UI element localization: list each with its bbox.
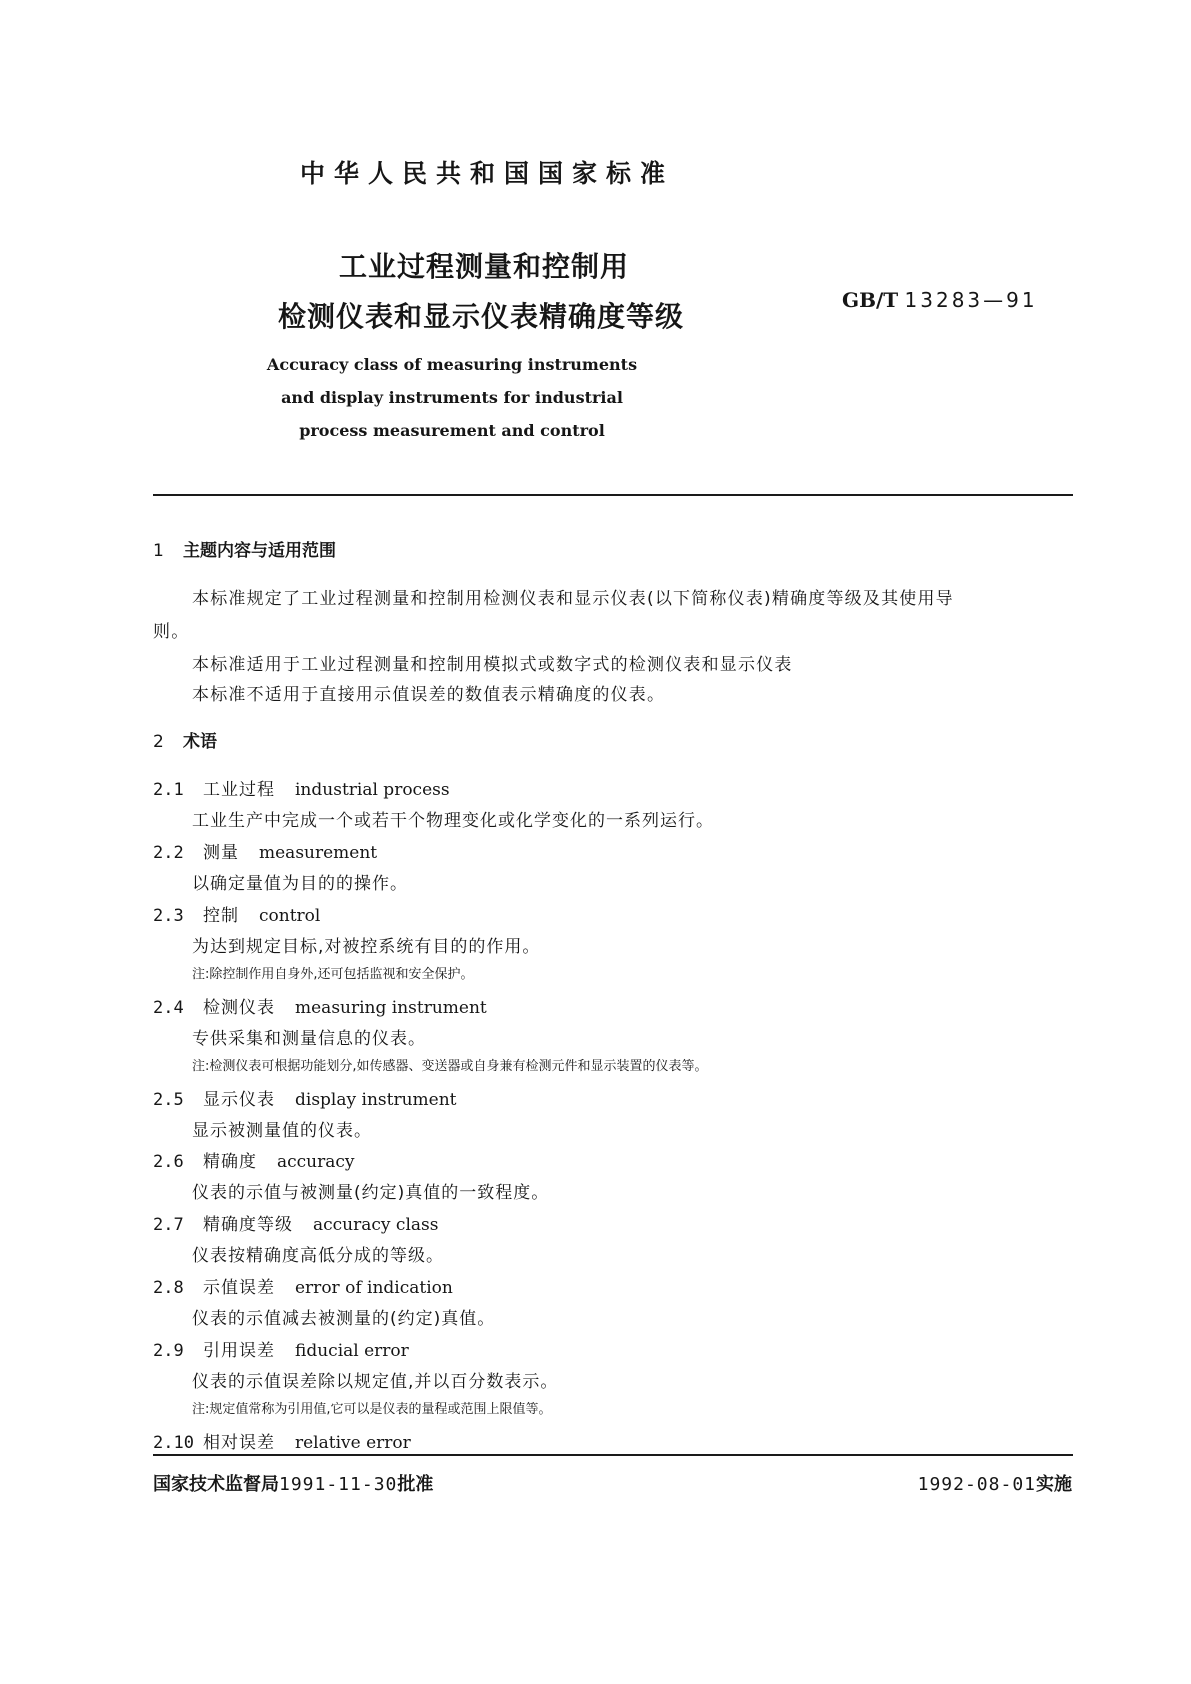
term-2-4-note: 注:检测仪表可根据功能划分,如传感器、变送器或自身兼有检测元件和显示装置的仪表等。 <box>192 1059 708 1074</box>
section-1-paragraph-3: 本标准不适用于直接用示值误差的数值表示精确度的仪表。 <box>192 685 666 705</box>
term-number: 2.1 <box>153 780 184 800</box>
title-english-line-2: and display instruments for industrial <box>281 388 623 407</box>
term-2-2 <box>153 838 377 863</box>
effective-date: 1992-08-01 <box>917 1474 1036 1495</box>
footer-effective <box>918 1470 1072 1496</box>
section-2-title: 术语 <box>183 732 217 752</box>
title-english-line-3: process measurement and control <box>299 421 605 440</box>
term-2-9 <box>153 1336 409 1361</box>
term-english: display instrument <box>295 1090 457 1110</box>
standard-number-value: 13283—91 <box>904 288 1038 312</box>
term-english: measuring instrument <box>295 998 487 1018</box>
term-english: accuracy class <box>313 1215 439 1235</box>
standard-number <box>842 288 1038 312</box>
term-english: fiducial error <box>295 1341 409 1361</box>
term-chinese: 引用误差 <box>203 1341 275 1361</box>
term-2-4-definition: 专供采集和测量信息的仪表。 <box>192 1029 426 1049</box>
term-number: 2.4 <box>153 998 184 1018</box>
term-chinese: 控制 <box>203 906 239 926</box>
section-1-heading <box>153 536 336 561</box>
term-english: measurement <box>259 843 378 863</box>
term-number: 2.10 <box>153 1433 194 1453</box>
term-2-1 <box>153 775 450 800</box>
term-chinese: 精确度 <box>203 1152 257 1172</box>
term-2-5 <box>153 1085 456 1110</box>
section-1-paragraph-2: 本标准适用于工业过程测量和控制用模拟式或数字式的检测仪表和显示仪表 <box>192 655 793 675</box>
term-2-10 <box>153 1428 411 1453</box>
term-2-2-definition: 以确定量值为目的的操作。 <box>192 874 408 894</box>
term-2-9-note: 注:规定值常称为引用值,它可以是仪表的量程或范围上限值等。 <box>192 1402 552 1417</box>
term-english: error of indication <box>295 1278 453 1298</box>
bottom-divider <box>153 1454 1073 1456</box>
term-2-6 <box>153 1147 355 1172</box>
approval-date: 1991-11-30 <box>279 1474 398 1495</box>
term-2-8-definition: 仪表的示值减去被测量的(约定)真值。 <box>192 1309 496 1329</box>
term-english: industrial process <box>295 780 450 800</box>
term-chinese: 精确度等级 <box>203 1215 293 1235</box>
term-2-5-definition: 显示被测量值的仪表。 <box>192 1121 372 1141</box>
national-standard-header: 中华人民共和国国家标准 <box>300 159 675 188</box>
section-1-title: 主题内容与适用范围 <box>183 541 336 561</box>
term-number: 2.9 <box>153 1341 184 1361</box>
effective-label: 实施 <box>1036 1474 1072 1495</box>
term-2-4 <box>153 993 487 1018</box>
section-1-number: 1 <box>153 541 164 561</box>
section-1-paragraph-1-line-2: 则。 <box>153 622 190 642</box>
term-number: 2.7 <box>153 1215 184 1235</box>
term-english: relative error <box>295 1433 411 1453</box>
approval-label: 批准 <box>397 1474 434 1495</box>
term-2-3-note: 注:除控制作用自身外,还可包括监视和安全保护。 <box>192 967 474 982</box>
term-chinese: 工业过程 <box>203 780 275 800</box>
top-divider <box>153 494 1073 496</box>
term-chinese: 检测仪表 <box>203 998 275 1018</box>
term-number: 2.6 <box>153 1152 184 1172</box>
term-english: accuracy <box>277 1152 355 1172</box>
term-chinese: 相对误差 <box>203 1433 275 1453</box>
term-chinese: 示值误差 <box>203 1278 275 1298</box>
standard-code: GB/T <box>842 288 899 312</box>
term-2-8 <box>153 1273 453 1298</box>
term-2-7-definition: 仪表按精确度高低分成的等级。 <box>192 1246 444 1266</box>
term-number: 2.8 <box>153 1278 184 1298</box>
term-number: 2.2 <box>153 843 184 863</box>
term-2-3 <box>153 901 320 926</box>
title-chinese-line-2: 检测仪表和显示仪表精确度等级 <box>278 300 685 333</box>
term-2-9-definition: 仪表的示值误差除以规定值,并以百分数表示。 <box>192 1372 559 1392</box>
title-chinese-line-1: 工业过程测量和控制用 <box>339 250 630 283</box>
footer-issuer: 国家技术监督局 <box>153 1474 279 1495</box>
term-number: 2.5 <box>153 1090 184 1110</box>
section-2-number: 2 <box>153 732 164 752</box>
term-english: control <box>259 906 321 926</box>
term-2-6-definition: 仪表的示值与被测量(约定)真值的一致程度。 <box>192 1183 550 1203</box>
term-2-1-definition: 工业生产中完成一个或若干个物理变化或化学变化的一系列运行。 <box>192 811 714 831</box>
term-chinese: 显示仪表 <box>203 1090 275 1110</box>
section-2-heading <box>153 727 217 752</box>
term-2-7 <box>153 1210 438 1235</box>
term-chinese: 测量 <box>203 843 239 863</box>
footer-approval <box>153 1470 433 1496</box>
term-number: 2.3 <box>153 906 184 926</box>
section-1-paragraph-1-line-1: 本标准规定了工业过程测量和控制用检测仪表和显示仪表(以下简称仪表)精确度等级及其使用导 <box>192 589 954 609</box>
title-english-line-1: Accuracy class of measuring instruments <box>266 355 638 374</box>
term-2-3-definition: 为达到规定目标,对被控系统有目的的作用。 <box>192 937 541 957</box>
